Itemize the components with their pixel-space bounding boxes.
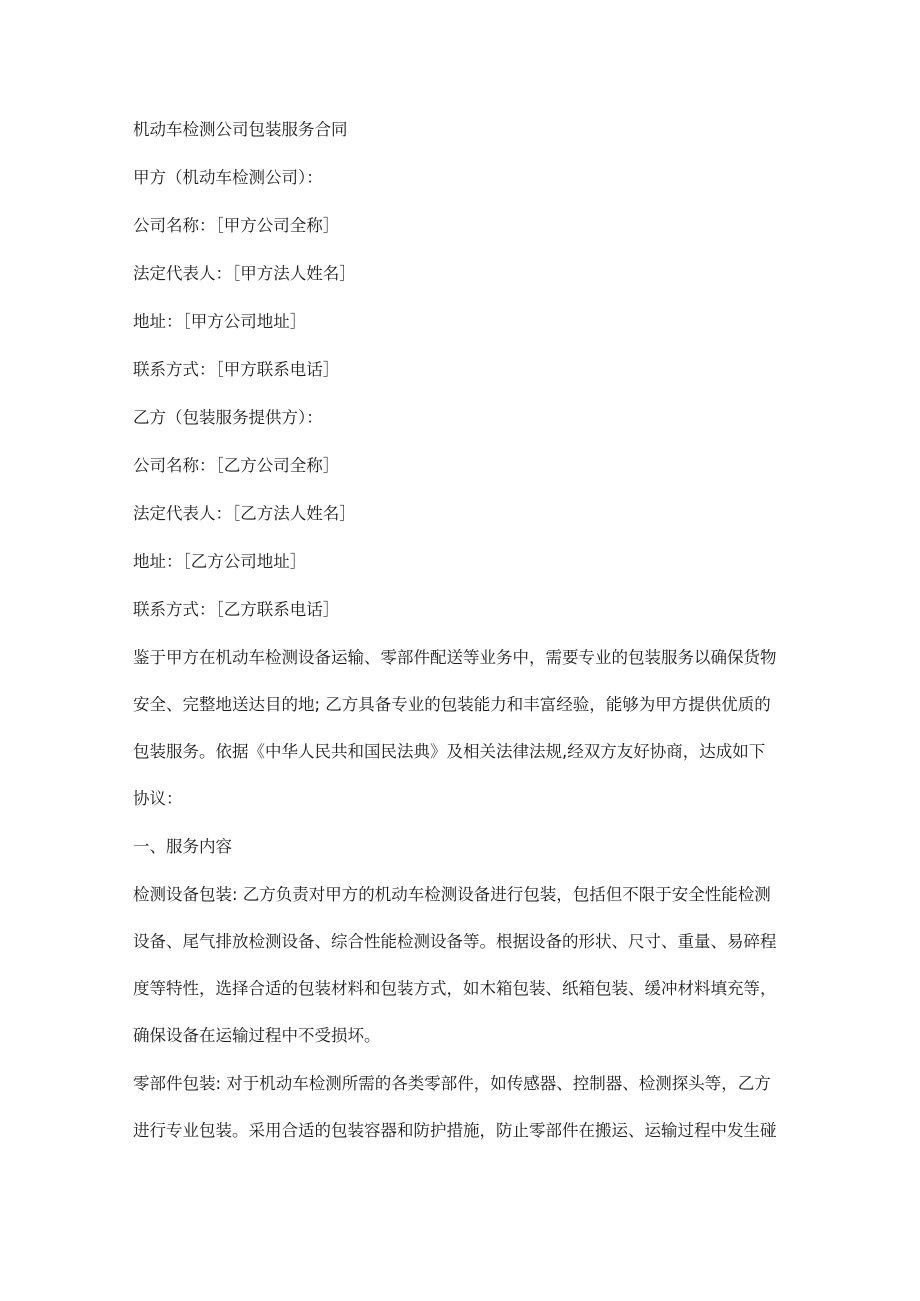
document-body (133, 118, 797, 1167)
preamble-line: 鉴于甲方在机动车检测设备运输、零部件配送等业务中，需要专业的包装服务以确保货物 (133, 648, 777, 667)
party-a-heading: 甲方（机动车检测公司）： (133, 168, 323, 187)
parts-packaging-line: 零部件包装: 对于机动车检测所需的各类零部件，如传感器、控制器、检测探头等，乙方 (133, 1074, 771, 1093)
contract-title: 机动车检测公司包装服务合同 (133, 120, 348, 139)
section-1-heading: 一、服务内容 (133, 837, 232, 856)
party-a-address: 地址：［甲方公司地址］ (133, 312, 307, 331)
party-b-contact: 联系方式：［乙方联系电话］ (133, 600, 340, 619)
party-b-heading: 乙方（包装服务提供方）： (133, 408, 323, 427)
party-a-legal-rep: 法定代表人：［甲方法人姓名］ (133, 264, 356, 283)
party-a-contact: 联系方式：［甲方联系电话］ (133, 360, 340, 379)
party-b-address: 地址：［乙方公司地址］ (133, 552, 307, 571)
equipment-packaging-line: 确保设备在运输过程中不受损坏。 (133, 1026, 381, 1045)
preamble-line: 安全、完整地送达目的地; 乙方具备专业的包装能力和丰富经验，能够为甲方提供优质的 (133, 695, 771, 714)
party-a-company-name: 公司名称：［甲方公司全称］ (133, 216, 340, 235)
party-b-company-name: 公司名称：［乙方公司全称］ (133, 456, 340, 475)
party-b-legal-rep: 法定代表人：［乙方法人姓名］ (133, 504, 356, 523)
preamble-line: 协议： (133, 789, 183, 808)
preamble-line: 包装服务。依据《中华人民共和国民法典》及相关法律法规,经双方友好协商，达成如下 (133, 742, 766, 761)
equipment-packaging-line: 度等特性，选择合适的包装材料和包装方式，如木箱包装、纸箱包装、缓冲材料填充等， (133, 979, 777, 998)
equipment-packaging-line: 设备、尾气排放检测设备、综合性能检测设备等。根据设备的形状、尺寸、重量、易碎程 (133, 932, 777, 951)
parts-packaging-paragraph (133, 1072, 797, 1143)
equipment-packaging-paragraph (133, 883, 797, 1048)
parts-packaging-line: 进行专业包装。采用合适的包装容器和防护措施，防止零部件在搬运、运输过程中发生碰 (133, 1121, 777, 1140)
equipment-packaging-line: 检测设备包装: 乙方负责对甲方的机动车检测设备进行包装，包括但不限于安全性能检测 (133, 885, 771, 904)
preamble-paragraph (133, 646, 797, 811)
